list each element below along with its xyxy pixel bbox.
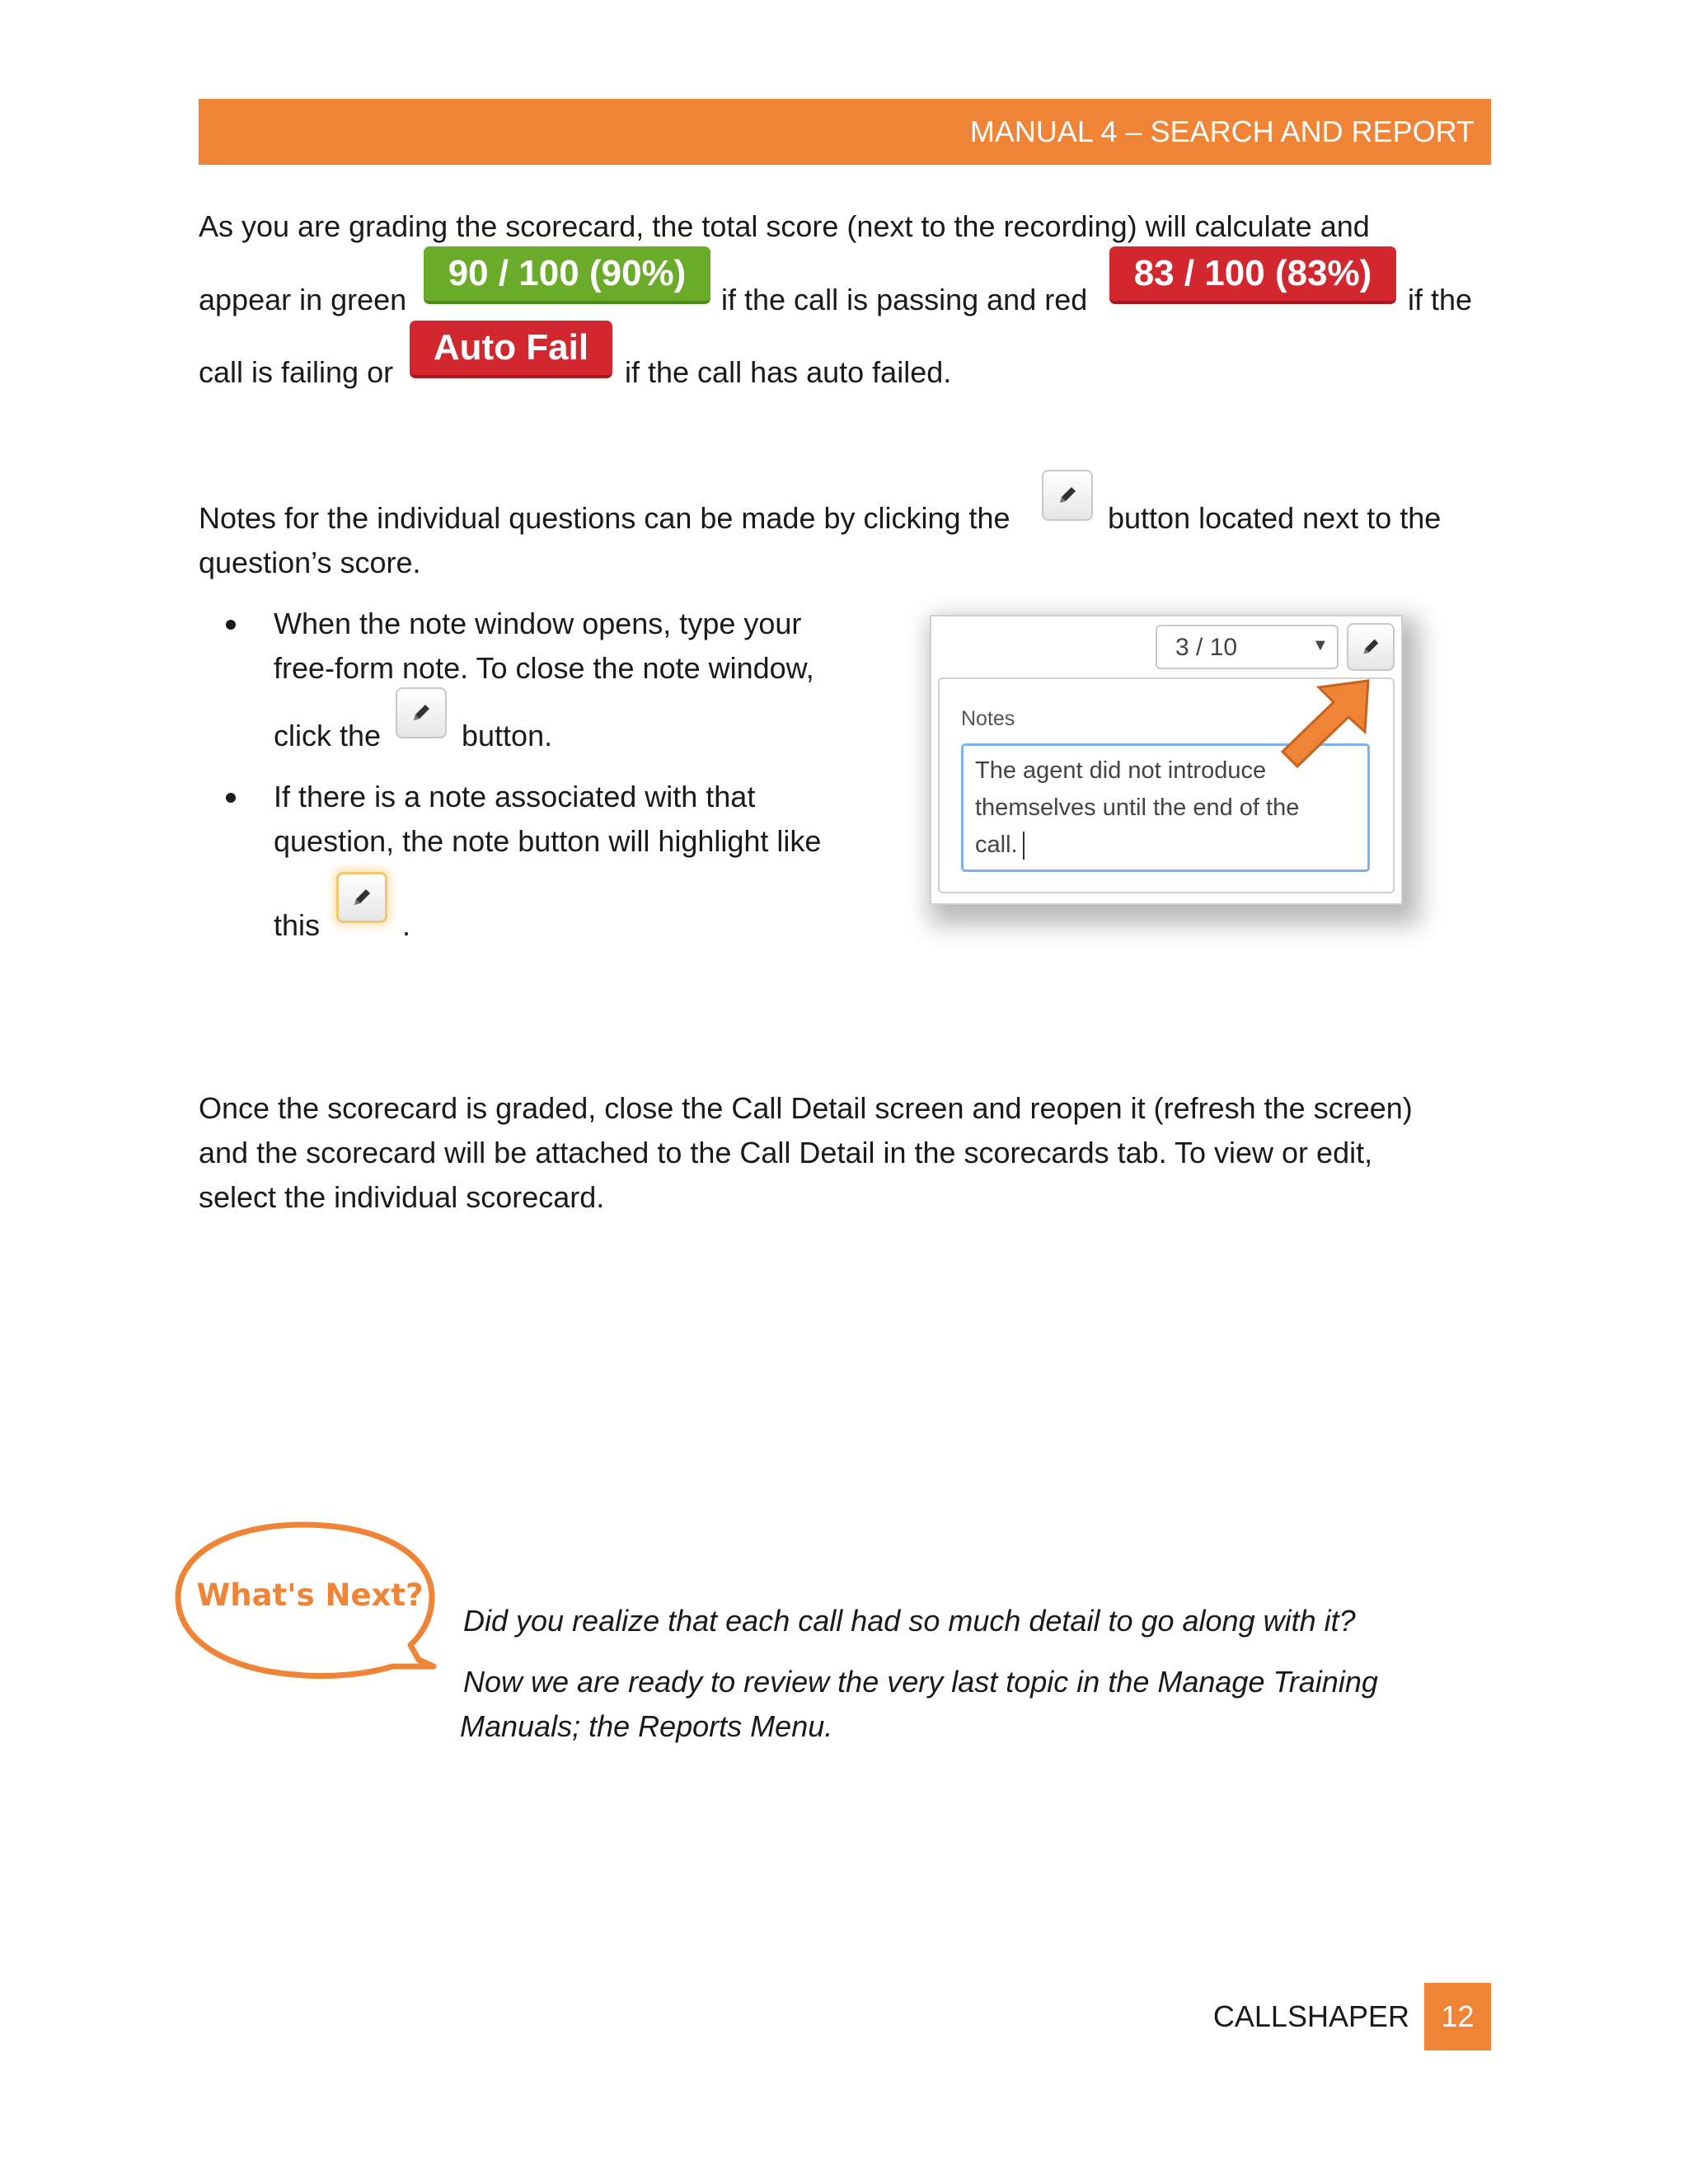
- text-cursor: [1023, 832, 1025, 860]
- pencil-icon: [1359, 635, 1382, 658]
- note-text-line1: The agent did not introduce: [975, 757, 1267, 784]
- whats-next-title: What's Next?: [196, 1577, 424, 1613]
- whats-next-line2: Now we are ready to review the very last topic in the Manage Training: [463, 1665, 1378, 1699]
- para1-line2-b: if the call is passing and red: [721, 283, 1088, 316]
- page-number: 12: [1424, 1983, 1491, 2050]
- auto-fail-badge: [410, 321, 612, 378]
- panel-note-button[interactable]: [1347, 623, 1395, 671]
- bullet1-line3-b: button.: [462, 719, 553, 752]
- pencil-icon: [1055, 483, 1080, 508]
- note-text-line3: call.: [975, 832, 1018, 858]
- pencil-icon: [409, 701, 434, 725]
- para1-line1: As you are grading the scorecard, the total score (next to the recording) will calculate and: [199, 209, 1370, 243]
- pencil-icon: [349, 885, 374, 910]
- highlighted-note-button[interactable]: [336, 872, 387, 923]
- para2-line1-a: Notes for the individual questions can be made by clicking the: [199, 501, 1010, 535]
- para3-line2: and the scorecard will be attached to the Call Detail in the scorecards tab. To view or edit,: [199, 1136, 1373, 1169]
- whats-next-line3: Manuals; the Reports Menu.: [460, 1709, 833, 1743]
- failing-score-badge: [1109, 246, 1396, 304]
- bullet2-line2: question, the note button will highlight like: [274, 824, 822, 858]
- para1-line2-c: if the: [1408, 283, 1473, 316]
- para1-line3-b: if the call has auto failed.: [625, 355, 952, 389]
- header-bar: [199, 99, 1491, 165]
- close-note-button[interactable]: [396, 687, 447, 738]
- orange-arrow-icon: [1276, 674, 1378, 776]
- score-select[interactable]: [1156, 625, 1339, 669]
- failing-score-text: 83 / 100 (83%): [1133, 253, 1372, 293]
- header-title: MANUAL 4 – SEARCH AND REPORT: [969, 115, 1475, 148]
- whats-next-line1: Did you realize that each call had so much detail to go along with it?: [463, 1604, 1356, 1638]
- chevron-down-icon: ▼: [1312, 636, 1329, 654]
- note-button[interactable]: [1042, 470, 1093, 521]
- para1-line3-a: call is failing or: [199, 355, 394, 389]
- bullet2-line3-a: this: [274, 908, 321, 942]
- bullet2-line1: If there is a note associated with that: [274, 780, 756, 813]
- para3-line1: Once the scorecard is graded, close the Call Detail screen and reopen it (refresh the screen): [199, 1091, 1413, 1125]
- bullet1-line1: When the note window opens, type your: [274, 607, 802, 640]
- notes-label: Notes: [961, 707, 1015, 730]
- bullet-dot-1: [226, 620, 236, 630]
- score-value: 3 / 10: [1175, 634, 1238, 661]
- bullet2-line3-b: .: [402, 908, 411, 942]
- auto-fail-text: Auto Fail: [433, 327, 589, 368]
- bullet-dot-2: [226, 793, 236, 803]
- passing-score-text: 90 / 100 (90%): [448, 253, 687, 293]
- para1-line2-a: appear in green: [199, 283, 407, 316]
- passing-score-badge: [424, 246, 710, 304]
- note-text-line2: themselves until the end of the: [975, 794, 1300, 821]
- para2-line1-b: button located next to the: [1108, 501, 1442, 535]
- para2-line2: question’s score.: [199, 546, 421, 579]
- footer-brand: CALLSHAPER: [1212, 1999, 1409, 2033]
- para3-line3: select the individual scorecard.: [199, 1180, 605, 1214]
- bullet1-line3-a: click the: [274, 719, 382, 752]
- bullet1-line2: free-form note. To close the note window,: [274, 651, 814, 685]
